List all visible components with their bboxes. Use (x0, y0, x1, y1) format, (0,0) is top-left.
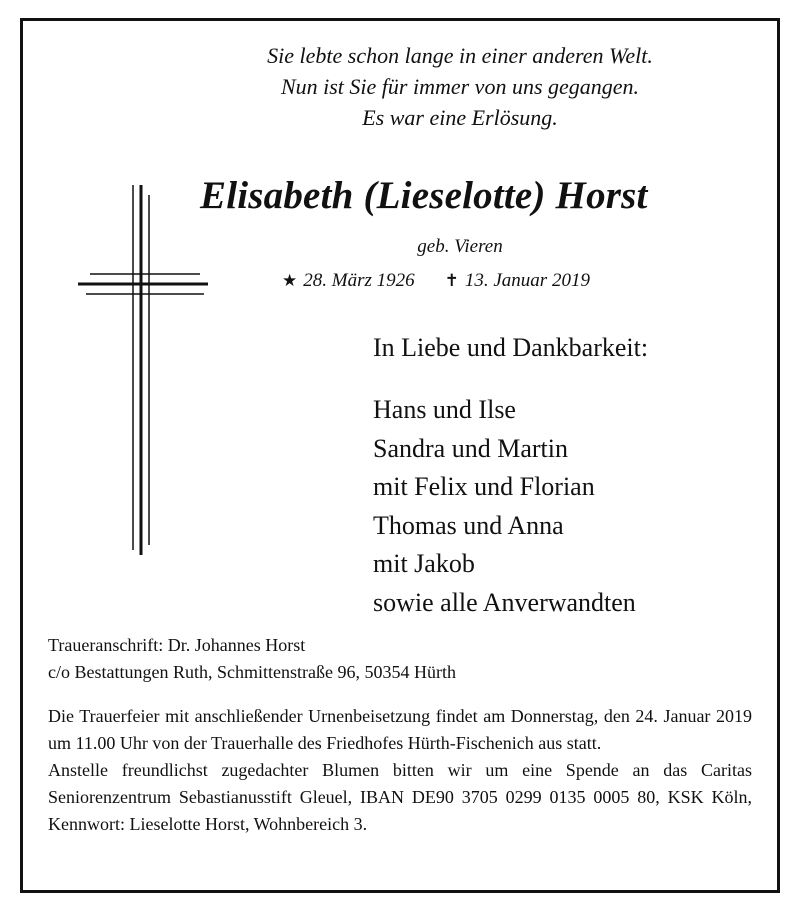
mourners-heading: In Liebe und Dankbarkeit: (373, 333, 649, 362)
cross-small-icon: ✝ (444, 271, 459, 290)
address-line: Traueranschrift: Dr. Johannes Horst (48, 635, 306, 655)
mourning-address (48, 632, 456, 686)
service-info (48, 703, 752, 838)
mourner-line: mit Jakob (373, 549, 475, 578)
verse-line: Es war eine Erlösung. (362, 105, 558, 130)
service-text: Die Trauerfeier mit anschließender Urnenbeisetzung findet am Donnerstag, den 24. Januar 2019 um 11.00 Uhr von der Trauerhalle des Friedhofes Hürth-Fischenich aus statt. (48, 706, 752, 753)
verse-line: Nun ist Sie für immer von uns gegangen. (280, 74, 640, 99)
donation-text: Anstelle freundlichst zugedachter Blumen bitten wir um eine Spende an das Caritas Seniorenzentrum Sebastianusstift Gleuel, IBAN DE90 3705 0299 0135 0005 80, KSK Köln, Kennwort: Lieselotte Horst, Wohnbereich 3. (48, 760, 752, 834)
deceased-name: Elisabeth (Lieselotte) Horst (200, 174, 648, 217)
verse-line: Sie lebte schon lange in einer anderen Welt. (267, 43, 653, 68)
life-dates (282, 270, 590, 292)
star-icon: ★ (282, 271, 298, 290)
mourner-line: Hans und Ilse (373, 395, 516, 424)
mourner-line: Sandra und Martin (373, 433, 568, 463)
mourner-line: mit Felix und Florian (373, 472, 595, 501)
birth-date: 28. März 1926 (303, 270, 415, 291)
death-date: 13. Januar 2019 (464, 270, 590, 291)
address-line: c/o Bestattungen Ruth, Schmittenstraße 96, 50354 Hürth (48, 662, 456, 682)
mourner-line: sowie alle Anverwandten (373, 587, 636, 617)
memorial-verse (0, 40, 800, 133)
mourner-line: Thomas und Anna (373, 510, 564, 540)
mourners-list (373, 391, 636, 622)
birth-name: geb. Vieren (417, 236, 503, 257)
